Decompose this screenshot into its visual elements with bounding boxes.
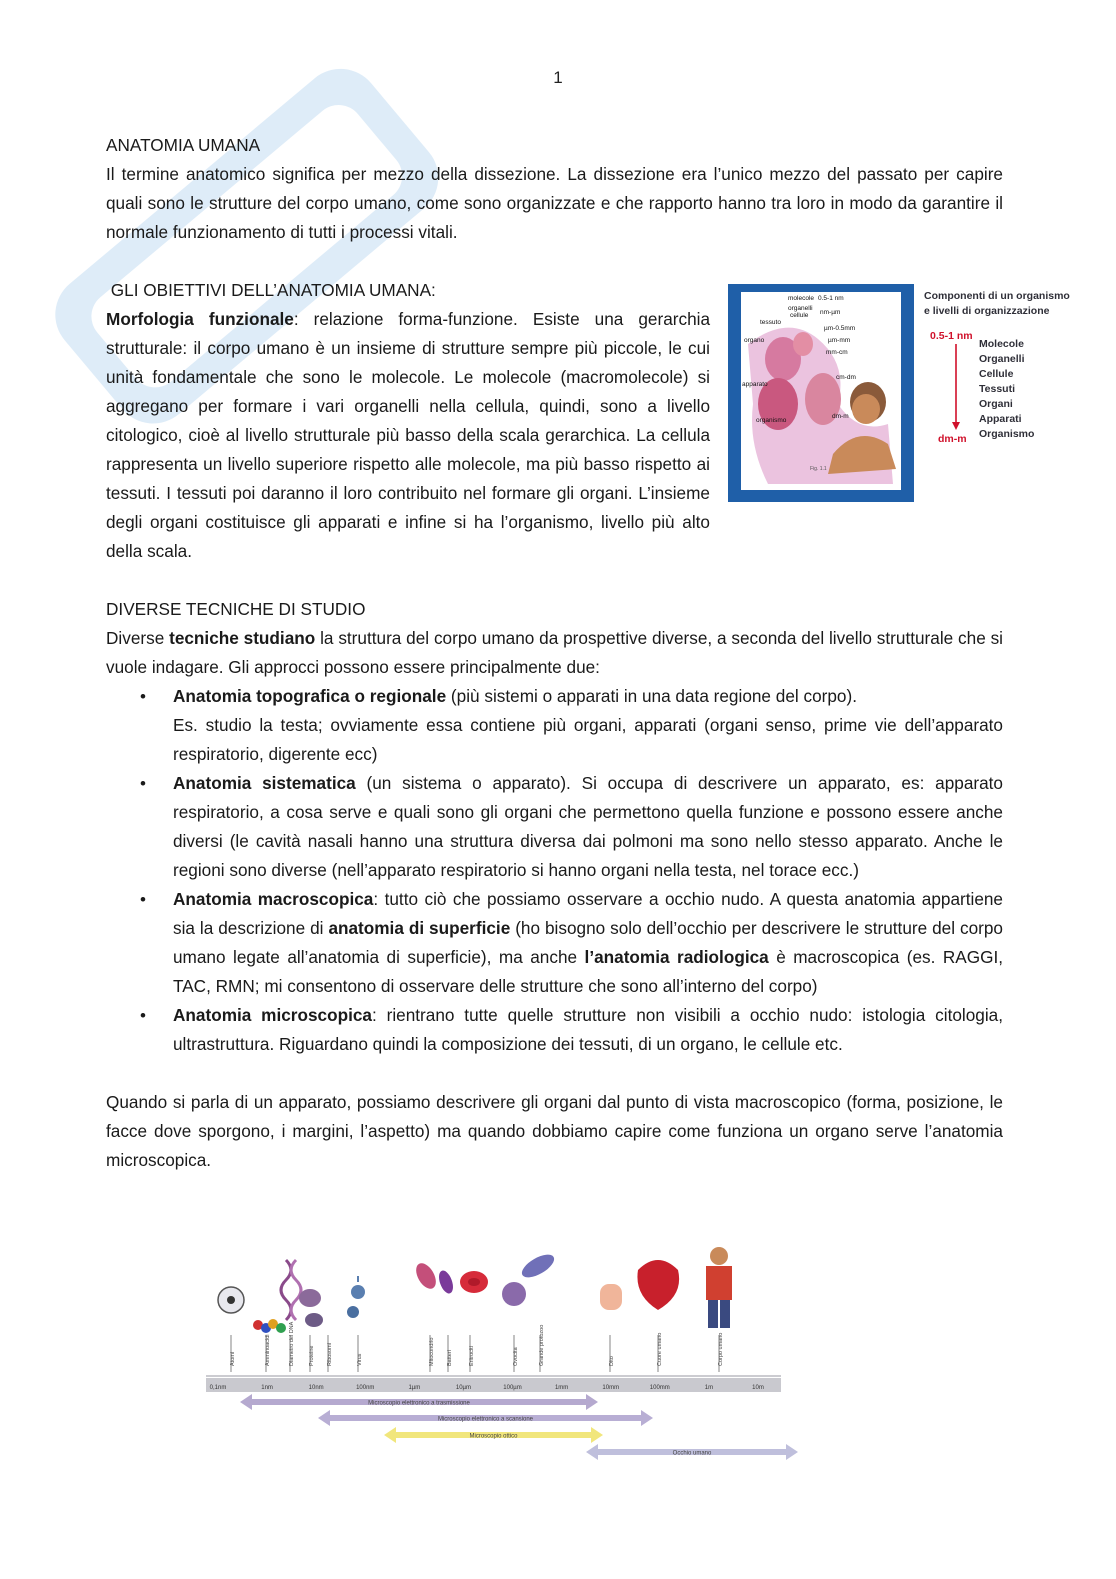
scale-tick-label: 10m bbox=[752, 1385, 764, 1391]
label-molecole: molecole bbox=[788, 295, 815, 302]
figure-caption-line2: e livelli di organizzazione bbox=[924, 305, 1050, 317]
object-label: Corpo umano bbox=[718, 1332, 724, 1366]
range-arrow-head bbox=[952, 422, 960, 430]
object-label: Ribosomi bbox=[327, 1343, 333, 1366]
protozoan-icon bbox=[518, 1250, 557, 1282]
scale-tick-label: 1mm bbox=[554, 1385, 569, 1391]
ribosome-icon bbox=[305, 1313, 323, 1327]
level-apparati: Apparati bbox=[979, 413, 1022, 425]
scale-tick-label: 1m bbox=[704, 1385, 714, 1391]
label-fig: Fig. 1.1 bbox=[810, 466, 827, 472]
intro-paragraph: Il termine anatomico significa per mezzo della dissezione. La dissezione era l’unico mezzo del passato per capire quali sono le strutture del corpo umano, come sono organizzate e che rapporto hanno tra loro in modo da garantire il normale funzionamento di tutti i processi vitali. bbox=[106, 164, 1003, 242]
label-s5: mm-cm bbox=[826, 349, 848, 356]
scale-tick-label: 100nm bbox=[356, 1385, 375, 1391]
label-s6: cm-dm bbox=[836, 374, 856, 381]
level-molecole: Molecole bbox=[979, 338, 1024, 350]
range-label: Microscopio ottico bbox=[469, 1433, 518, 1440]
scale-objects bbox=[230, 1321, 724, 1372]
object-label: Amminoacidi bbox=[265, 1334, 271, 1366]
morfologia-text: : relazione forma-funzione. Esiste una gerarchia strutturale: il corpo umano è un insieme di strutture sempre più piccole, le cui unità fondamentale che sono le molecole. Le molecole (macromolecole) si aggregano per formare i vari organelli nella cellula, quindi, sono a livello citologico, cioè al livello strutturale più basso della scala gerarchica. La cellula rappresenta un livello superiore rispetto alle molecole, ma più basso rispetto ai tessuti. I tessuti poi daranno il loro contribuito nel formare gli organi. L’insieme degli organi costituisce gli apparati e infine si ha l’organismo, livello più alto della scala. bbox=[106, 309, 711, 561]
closing-paragraph: Quando si parla di un apparato, possiamo descrivere gli organi dal punto di vista macroscopico (forma, posizione, le facce dove sporgono, i margini, l’aspetto) ma quando dobbiamo capire come funziona un organo serve l’anatomia microscopica. bbox=[106, 1092, 1003, 1170]
virus-icon bbox=[351, 1285, 365, 1299]
label-apparato: apparato bbox=[742, 381, 768, 388]
size-scale-figure bbox=[198, 1240, 806, 1468]
object-label: Proteine bbox=[309, 1345, 315, 1366]
level-organi: Organi bbox=[979, 398, 1013, 410]
protein-icon bbox=[299, 1289, 321, 1307]
label-s1: 0.5-1 nm bbox=[818, 295, 844, 302]
object-label: Virus bbox=[357, 1353, 363, 1366]
finger-icon bbox=[600, 1284, 622, 1310]
level-cellule: Cellule bbox=[979, 368, 1014, 380]
scale-tick-label: 100mm bbox=[649, 1385, 670, 1391]
section-title-obiettivi: GLI OBIETTIVI DELL’ANATOMIA UMANA: bbox=[106, 280, 436, 300]
label-cellule: cellule bbox=[790, 312, 809, 319]
label-organo: organo bbox=[744, 337, 765, 344]
scale-tick-label: 1µm bbox=[408, 1385, 421, 1391]
ovocyte-icon bbox=[502, 1282, 526, 1306]
document-body bbox=[106, 131, 1070, 1175]
label-s3: µm-0.5mm bbox=[824, 325, 856, 332]
level-tessuti: Tessuti bbox=[979, 383, 1015, 395]
range-top-label: 0.5-1 nm bbox=[930, 330, 973, 342]
tecniche-intro: Diverse tecniche studiano la struttura del corpo umano da prospettive diverse, a seconda del livello strutturale che si vuole indagare. Gli approcci possono essere principalmente due: bbox=[106, 628, 1003, 677]
list-item-topografica: • Anatomia topografica o regionale (più sistemi o apparati in una data regione del corpo). Es. studio la testa; ovviamente essa contiene più organi, apparati (organi senso, prime vie dell’apparato respiratorio, digerente ecc) bbox=[106, 682, 1003, 769]
page-number: 1 bbox=[553, 68, 563, 87]
object-label: Mitocondrio bbox=[429, 1337, 435, 1366]
scale-tick-label: 1nm bbox=[261, 1385, 273, 1391]
approaches-list bbox=[106, 682, 1003, 1059]
topografica-example: Es. studio la testa; ovviamente essa contiene più organi, apparati (organi senso, prime vie dell’apparato respiratorio, digerente ecc) bbox=[173, 715, 1003, 764]
figure-caption-line1: Componenti di un organismo bbox=[924, 290, 1070, 302]
bacteria-icon bbox=[436, 1269, 455, 1296]
scale-tick-label: 0,1nm bbox=[209, 1385, 227, 1391]
object-label: Cuore umano bbox=[657, 1332, 663, 1366]
scale-bar bbox=[206, 1378, 781, 1392]
object-label: Ovocita bbox=[513, 1347, 519, 1366]
range-label: Microscopio elettronico a scansione bbox=[437, 1416, 534, 1423]
section-title-tecniche: DIVERSE TECNICHE DI STUDIO bbox=[106, 599, 366, 619]
label-organelli: organelli bbox=[788, 305, 813, 312]
scale-tick-label: 10mm bbox=[602, 1385, 620, 1391]
level-organismo: Organismo bbox=[979, 428, 1035, 440]
scale-tick-label: 100µm bbox=[503, 1385, 522, 1391]
list-item-microscopica: • Anatomia microscopica: rientrano tutte quelle strutture non visibili a occhio nudo: istologia citologia, ultrastruttura. Riguardano quindi la composizione dei tessuti, di un organo, le cellule etc. bbox=[106, 1001, 1003, 1059]
label-s2: nm-µm bbox=[820, 309, 841, 316]
level-organelli: Organelli bbox=[979, 353, 1025, 365]
range-label: Microscopio elettronico a trasmissione bbox=[368, 1400, 470, 1407]
label-s4: µm-mm bbox=[828, 337, 851, 344]
object-label: Diametro del DNA bbox=[289, 1321, 295, 1366]
organization-levels-diagram bbox=[728, 284, 1073, 506]
morfologia-term: Morfologia funzionale bbox=[106, 309, 294, 329]
section-title-anatomia-umana: ANATOMIA UMANA bbox=[106, 135, 261, 155]
mitochondrion-icon bbox=[412, 1260, 440, 1292]
object-label: Batteri bbox=[447, 1350, 453, 1366]
scale-tick-label: 10nm bbox=[308, 1385, 324, 1391]
human-body-icon bbox=[710, 1247, 728, 1265]
range-label: Occhio umano bbox=[672, 1450, 712, 1457]
tecniche-term: tecniche studiano bbox=[169, 628, 316, 648]
microscope-ranges bbox=[240, 1394, 798, 1460]
range-bottom-label: dm-m bbox=[938, 433, 967, 445]
object-label: Atomi bbox=[230, 1351, 236, 1366]
object-label: Grande protozoo bbox=[539, 1324, 545, 1366]
organization-levels-figure bbox=[728, 284, 1073, 506]
list-item-sistematica: • Anatomia sistematica (un sistema o apparato). Si occupa di descrivere un apparato, es: apparato respiratorio, a cosa serve e quali sono gli organi che permettono quella funzione e possono essere anche diversi (le cavità nasali hanno una struttura diversa dai polmoni ma sono nello stesso apparato. Anche le regioni sono diverse (nell’apparato respiratorio si hanno organi nella testa, nel torace ecc.) bbox=[106, 769, 1003, 885]
list-item-macroscopica: • Anatomia macroscopica: tutto ciò che possiamo osservare a occhio nudo. A questa anatomia appartiene sia la descrizione di anatomia di superficie (ho bisogno solo dell’occhio per descrivere le strutture del corpo umano legate all’anatomia di superficie), ma anche l’anatomia radiologica è macroscopica (es. RAGGI, TAC, RMN; mi consentono di osservare delle strutture che sono all’interno del corpo) bbox=[106, 885, 1003, 1001]
label-tessuto: tessuto bbox=[760, 319, 781, 326]
scale-tick-label: 10µm bbox=[455, 1385, 472, 1391]
heart-icon bbox=[637, 1260, 679, 1310]
object-label: Eritrociti bbox=[469, 1346, 475, 1366]
label-s7: dm-m bbox=[832, 413, 849, 420]
label-organismo: organismo bbox=[756, 417, 787, 424]
object-label: Dito bbox=[609, 1356, 615, 1366]
